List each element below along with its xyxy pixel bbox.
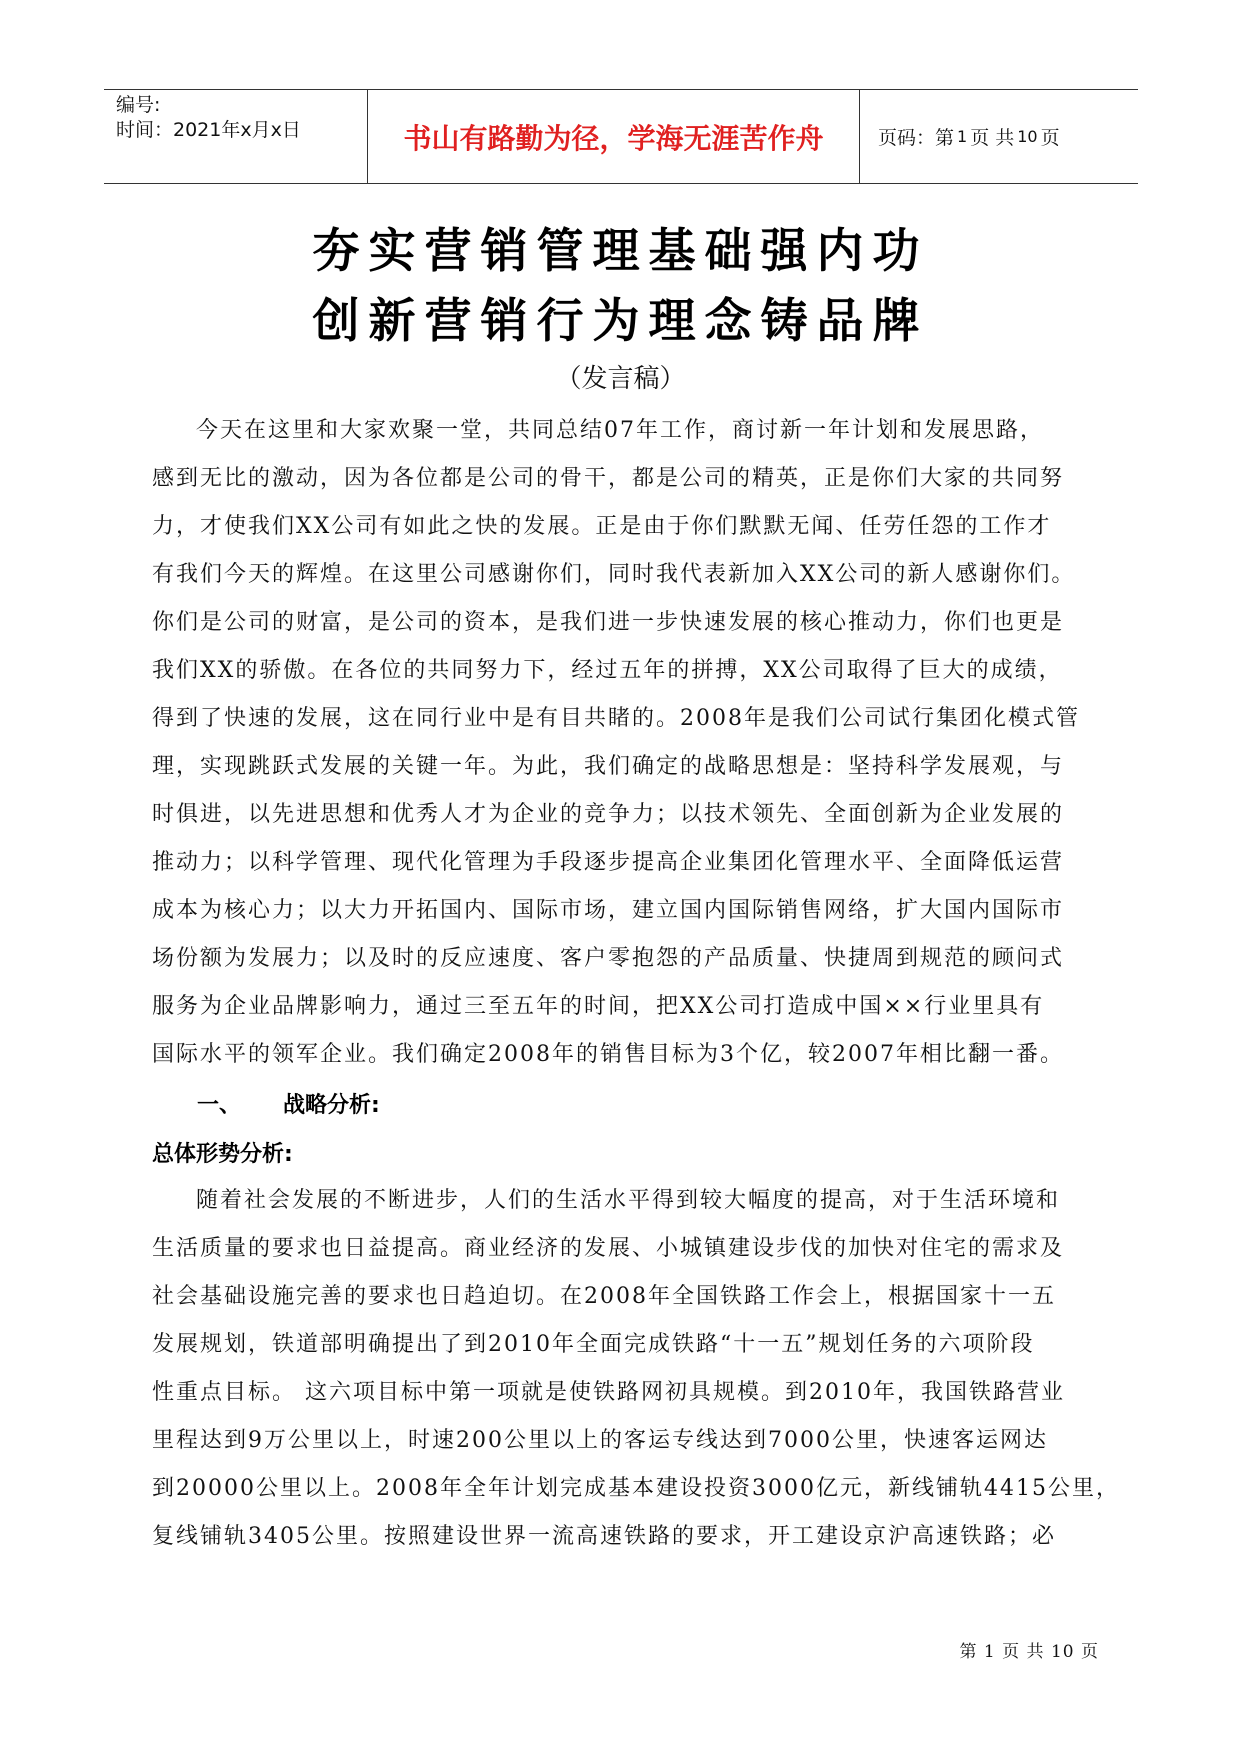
subsection-heading: 总体形势分析: — [152, 1142, 293, 1167]
page-mid: 页 共 — [970, 127, 1015, 149]
paragraph-line: 你们是公司的财富，是公司的资本，是我们进一步快速发展的核心推动力，你们也更是 — [152, 610, 1065, 635]
document-number-label: 编号: — [116, 94, 161, 116]
page-current: 1 — [957, 127, 968, 146]
paragraph-line: 我们XX的骄傲。在各位的共同努力下，经过五年的拼搏，XX公司取得了巨大的成绩， — [152, 658, 1063, 683]
page-total: 10 — [1017, 127, 1038, 146]
paragraph-line: 理，实现跳跃式发展的关键一年。为此，我们确定的战略思想是：坚持科学发展观，与 — [152, 754, 1065, 779]
page-suffix: 页 — [1040, 127, 1060, 149]
header-info-cell — [104, 90, 368, 183]
section-number: 一、 — [197, 1093, 242, 1118]
paragraph-line: 推动力；以科学管理、现代化管理为手段逐步提高企业集团化管理水平、全面降低运营 — [152, 850, 1065, 875]
header-motto-cell — [368, 90, 860, 183]
paragraph-line: 力，才使我们XX公司有如此之快的发展。正是由于你们默默无闻、任劳任怨的工作才 — [152, 514, 1052, 539]
paragraph-line: 今天在这里和大家欢聚一堂，共同总结07年工作，商讨新一年计划和发展思路， — [196, 418, 1044, 443]
paragraph-line: 感到无比的激动，因为各位都是公司的骨干，都是公司的精英，正是你们大家的共同努 — [152, 466, 1065, 491]
document-time-label: 时间：2021年x月x日 — [116, 119, 301, 141]
paragraph-line: 复线铺轨3405公里。按照建设世界一流高速铁路的要求，开工建设京沪高速铁路；必 — [152, 1524, 1056, 1549]
header-motto: 书山有路勤为径，学海无涯苦作舟 — [403, 121, 824, 155]
paragraph-line: 发展规划，铁道部明确提出了到2010年全面完成铁路“十一五”规划任务的六项阶段 — [152, 1332, 1035, 1357]
section-heading-1 — [197, 1088, 380, 1119]
paragraph-line: 服务为企业品牌影响力，通过三至五年的时间，把XX公司打造成中国××行业里具有 — [152, 994, 1045, 1019]
header-page-cell — [860, 90, 1138, 183]
paragraph-line: 时俱进，以先进思想和优秀人才为企业的竞争力；以技术领先、全面创新为企业发展的 — [152, 802, 1065, 827]
paragraph-line: 到20000公里以上。2008年全年计划完成基本建设投资3000亿元，新线铺轨4415公里， — [152, 1476, 1120, 1501]
section-title: 战略分析: — [283, 1093, 380, 1118]
subtitle: （发言稿） — [555, 364, 686, 394]
paragraph-line: 生活质量的要求也日益提高。商业经济的发展、小城镇建设步伐的加快对住宅的需求及 — [152, 1236, 1065, 1261]
paragraph-line: 得到了快速的发展，这在同行业中是有目共睹的。2008年是我们公司试行集团化模式管 — [152, 706, 1080, 731]
paragraph-line: 社会基础设施完善的要求也日趋迫切。在2008年全国铁路工作会上，根据国家十一五 — [152, 1284, 1056, 1309]
paragraph-line: 场份额为发展力；以及时的反应速度、客户零抱怨的产品质量、快捷周到规范的顾问式 — [152, 946, 1065, 971]
paragraph-line: 性重点目标。 这六项目标中第一项就是使铁路网初具规模。到2010年，我国铁路营业 — [152, 1380, 1065, 1405]
page-footer: 第 1 页 共 10 页 — [959, 1642, 1099, 1662]
title-line-1: 夯实营销管理基础强内功 — [312, 224, 929, 279]
paragraph-line: 有我们今天的辉煌。在这里公司感谢你们，同时我代表新加入XX公司的新人感谢你们。 — [152, 562, 1076, 587]
paragraph-line: 国际水平的领军企业。我们确定2008年的销售目标为3个亿，较2007年相比翻一番。 — [152, 1042, 1064, 1067]
paragraph-line: 里程达到9万公里以上，时速200公里以上的客运专线达到7000公里，快速客运网达 — [152, 1428, 1048, 1453]
paragraph-line: 成本为核心力；以大力开拓国内、国际市场，建立国内国际销售网络，扩大国内国际市 — [152, 898, 1065, 923]
title-line-2: 创新营销行为理念铸品牌 — [312, 294, 929, 349]
paragraph-line: 随着社会发展的不断进步，人们的生活水平得到较大幅度的提高，对于生活环境和 — [196, 1188, 1061, 1213]
document-header — [104, 89, 1138, 184]
page-prefix: 页码：第 — [878, 127, 955, 149]
